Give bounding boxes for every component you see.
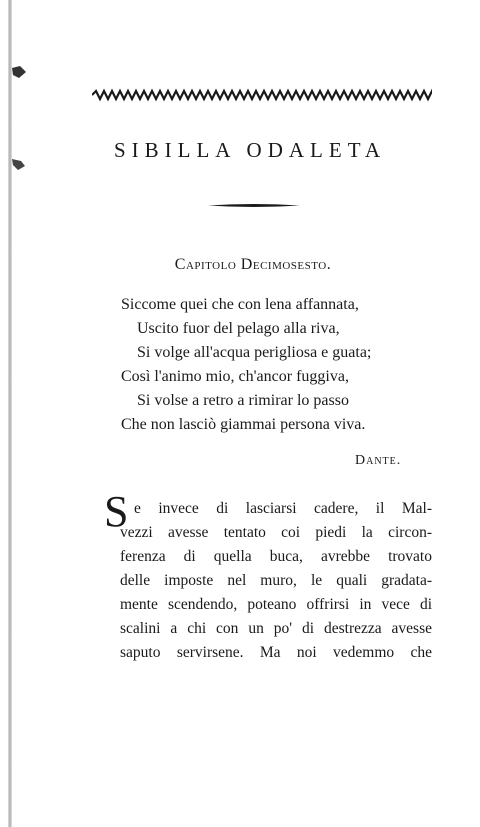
- chapter-heading: Capitolo Decimosesto.: [174, 256, 332, 273]
- decorative-rule: [208, 203, 300, 208]
- book-title: SIBILLA ODALETA: [113, 138, 387, 162]
- binding-edge: [8, 0, 12, 827]
- drop-cap: S: [104, 487, 129, 536]
- paragraph-line: e invece di lasciarsi cadere, il Mal-: [134, 500, 433, 517]
- epigraph-line: Uscito fuor del pelago alla riva,: [137, 320, 340, 337]
- epigraph-author: Dante.: [355, 453, 402, 468]
- decorative-border-ornament: [92, 88, 432, 102]
- paragraph-line: scalini a chi con un po' di destrezza avesse: [120, 620, 433, 637]
- paragraph-line: saputo servirsene. Ma noi vedemmo che: [120, 644, 432, 661]
- paragraph-line: delle imposte nel muro, le quali gradata-: [120, 572, 433, 589]
- binding-stitch-mark: [10, 64, 28, 80]
- paragraph-line: ferenza di quella buca, avrebbe trovato: [120, 548, 432, 565]
- epigraph-line: Che non lasciò giammai persona viva.: [121, 416, 366, 433]
- epigraph-line: Si volge all'acqua perigliosa e guata;: [137, 344, 372, 361]
- paragraph-line: vezzi avesse tentato coi piedi la circon-: [120, 524, 432, 541]
- epigraph-line: Si volse a retro a rimirar lo passo: [137, 392, 349, 409]
- paragraph-line: mente scendendo, poteano offrirsi in vece di: [120, 596, 433, 613]
- epigraph-line: Così l'animo mio, ch'ancor fuggiva,: [121, 368, 349, 385]
- epigraph-line: Siccome quei che con lena affannata,: [121, 296, 359, 313]
